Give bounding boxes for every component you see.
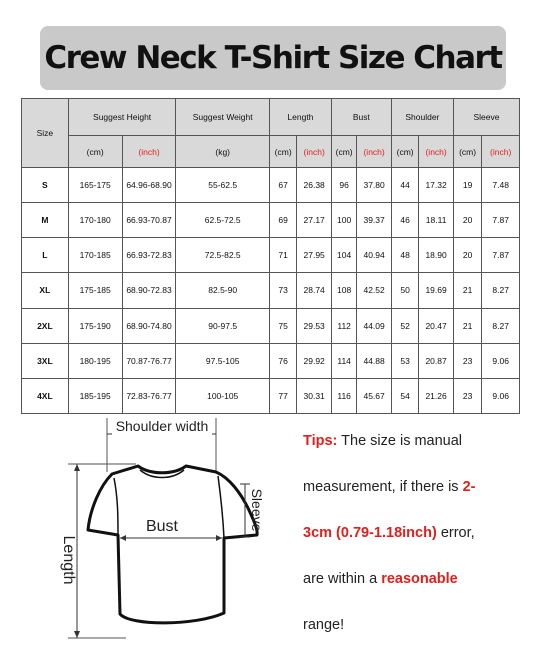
table-cell: 68.90-72.83 — [122, 273, 176, 308]
table-cell: 27.17 — [297, 203, 332, 238]
shoulder-header: Shoulder — [391, 99, 453, 136]
table-cell: 175-185 — [68, 273, 122, 308]
table-cell: 52 — [391, 308, 418, 343]
length-label: Length — [60, 535, 77, 585]
table-cell: 44.88 — [357, 343, 392, 378]
height-header: Suggest Height — [68, 99, 176, 136]
table-cell: 27.95 — [297, 238, 332, 273]
size-header: Size — [22, 99, 69, 168]
table-cell: 104 — [331, 238, 356, 273]
table-cell: 8.27 — [482, 273, 520, 308]
table-cell: 48 — [391, 238, 418, 273]
table-cell: 28.74 — [297, 273, 332, 308]
table-cell: 21.26 — [419, 378, 454, 413]
table-cell: 26.38 — [297, 168, 332, 203]
table-cell: 69 — [269, 203, 296, 238]
weight-header: Suggest Weight — [176, 99, 269, 136]
table-cell: 18.11 — [419, 203, 454, 238]
table-cell: 67 — [269, 168, 296, 203]
table-cell: 23 — [453, 378, 481, 413]
header-row-groups — [22, 99, 520, 136]
table-cell: 21 — [453, 273, 481, 308]
table-cell: 90-97.5 — [176, 308, 269, 343]
size-chart-table — [21, 98, 520, 414]
length-arrow-bottom-icon — [74, 631, 80, 638]
bust-arrow-right-icon — [216, 535, 222, 541]
tips-text: The size is manual — [337, 433, 463, 449]
page-title: Crew Neck T-Shirt Size Chart — [44, 40, 502, 76]
table-cell: 71 — [269, 238, 296, 273]
unit-weight-kg: (kg) — [176, 136, 269, 168]
table-cell: 39.37 — [357, 203, 392, 238]
table-cell: 55-62.5 — [176, 168, 269, 203]
table-cell: 170-185 — [68, 238, 122, 273]
unit-sleeve-inch: (inch) — [482, 136, 520, 168]
table-cell: 50 — [391, 273, 418, 308]
table-cell: 20.87 — [419, 343, 454, 378]
tips-line-2 — [303, 464, 533, 510]
table-cell: 42.52 — [357, 273, 392, 308]
left-armhole-seam — [114, 478, 118, 535]
table-cell: 64.96-68.90 — [122, 168, 176, 203]
table-cell: 46 — [391, 203, 418, 238]
size-cell: 2XL — [22, 308, 69, 343]
table-cell: 45.67 — [357, 378, 392, 413]
tshirt-outline-icon — [88, 466, 257, 623]
unit-height-cm: (cm) — [68, 136, 122, 168]
table-cell: 29.53 — [297, 308, 332, 343]
table-row — [22, 203, 520, 238]
unit-shoulder-inch: (inch) — [419, 136, 454, 168]
table-cell: 73 — [269, 273, 296, 308]
table-cell: 20.47 — [419, 308, 454, 343]
table-cell: 70.87-76.77 — [122, 343, 176, 378]
table-cell: 7.48 — [482, 168, 520, 203]
table-cell: 17.32 — [419, 168, 454, 203]
title-banner — [40, 26, 506, 90]
table-cell: 114 — [331, 343, 356, 378]
tips-line-5 — [303, 602, 533, 648]
table-row — [22, 308, 520, 343]
unit-sleeve-cm: (cm) — [453, 136, 481, 168]
table-cell: 112 — [331, 308, 356, 343]
tips-text: measurement, if there is — [303, 479, 463, 495]
table-row — [22, 343, 520, 378]
unit-height-inch: (inch) — [122, 136, 176, 168]
table-cell: 21 — [453, 308, 481, 343]
table-cell: 8.27 — [482, 308, 520, 343]
table-row — [22, 378, 520, 413]
table-cell: 7.87 — [482, 238, 520, 273]
unit-shoulder-cm: (cm) — [391, 136, 418, 168]
table-cell: 185-195 — [68, 378, 122, 413]
length-arrow-top-icon — [74, 464, 80, 471]
table-cell: 108 — [331, 273, 356, 308]
table-cell: 77 — [269, 378, 296, 413]
table-cell: 30.31 — [297, 378, 332, 413]
size-cell: L — [22, 238, 69, 273]
sleeve-label: Sleeve — [249, 488, 265, 532]
shoulder-width-label: Shoulder width — [115, 418, 209, 434]
tips-note — [303, 418, 533, 648]
table-row — [22, 238, 520, 273]
bust-label: Bust — [145, 518, 179, 535]
table-cell: 76 — [269, 343, 296, 378]
table-cell: 44 — [391, 168, 418, 203]
tips-text: error, — [436, 525, 475, 541]
header-row-units — [22, 136, 520, 168]
table-cell: 40.94 — [357, 238, 392, 273]
table-cell: 75 — [269, 308, 296, 343]
unit-bust-cm: (cm) — [331, 136, 356, 168]
table-cell: 19 — [453, 168, 481, 203]
tips-highlight: 3cm (0.79-1.18inch) — [303, 525, 437, 541]
table-cell: 54 — [391, 378, 418, 413]
length-header: Length — [269, 99, 331, 136]
table-cell: 18.90 — [419, 238, 454, 273]
table-cell: 72.5-82.5 — [176, 238, 269, 273]
unit-length-inch: (inch) — [297, 136, 332, 168]
size-cell: 3XL — [22, 343, 69, 378]
table-cell: 9.06 — [482, 343, 520, 378]
table-cell: 68.90-74.80 — [122, 308, 176, 343]
table-cell: 66.93-70.87 — [122, 203, 176, 238]
table-cell: 37.80 — [357, 168, 392, 203]
tips-highlight: 2- — [462, 479, 476, 495]
size-cell: XL — [22, 273, 69, 308]
table-cell: 19.69 — [419, 273, 454, 308]
table-cell: 165-175 — [68, 168, 122, 203]
bust-arrow-left-icon — [120, 535, 126, 541]
bust-header: Bust — [331, 99, 391, 136]
tips-line-3 — [303, 510, 533, 556]
table-cell: 100 — [331, 203, 356, 238]
table-row — [22, 168, 520, 203]
size-cell: M — [22, 203, 69, 238]
tips-label: Tips: — [303, 433, 338, 449]
table-cell: 29.92 — [297, 343, 332, 378]
tips-highlight: reasonable — [381, 571, 458, 587]
right-armhole-seam — [218, 476, 224, 538]
tshirt-measurement-diagram — [40, 414, 290, 654]
unit-bust-inch: (inch) — [357, 136, 392, 168]
table-cell: 96 — [331, 168, 356, 203]
table-cell: 62.5-72.5 — [176, 203, 269, 238]
table-cell: 116 — [331, 378, 356, 413]
table-cell: 82.5-90 — [176, 273, 269, 308]
table-cell: 23 — [453, 343, 481, 378]
table-cell: 66.93-72.83 — [122, 238, 176, 273]
table-cell: 175-190 — [68, 308, 122, 343]
table-cell: 72.83-76.77 — [122, 378, 176, 413]
table-cell: 170-180 — [68, 203, 122, 238]
size-cell: S — [22, 168, 69, 203]
table-cell: 53 — [391, 343, 418, 378]
tips-line-4 — [303, 556, 533, 602]
table-cell: 180-195 — [68, 343, 122, 378]
tips-text: are within a — [303, 571, 382, 587]
size-cell: 4XL — [22, 378, 69, 413]
table-cell: 97.5-105 — [176, 343, 269, 378]
table-cell: 20 — [453, 203, 481, 238]
table-cell: 100-105 — [176, 378, 269, 413]
tips-text: range! — [303, 617, 345, 633]
table-row — [22, 273, 520, 308]
unit-length-cm: (cm) — [269, 136, 296, 168]
sleeve-header: Sleeve — [453, 99, 519, 136]
tips-line-1 — [303, 418, 533, 464]
table-cell: 7.87 — [482, 203, 520, 238]
table-cell: 9.06 — [482, 378, 520, 413]
table-cell: 44.09 — [357, 308, 392, 343]
table-cell: 20 — [453, 238, 481, 273]
